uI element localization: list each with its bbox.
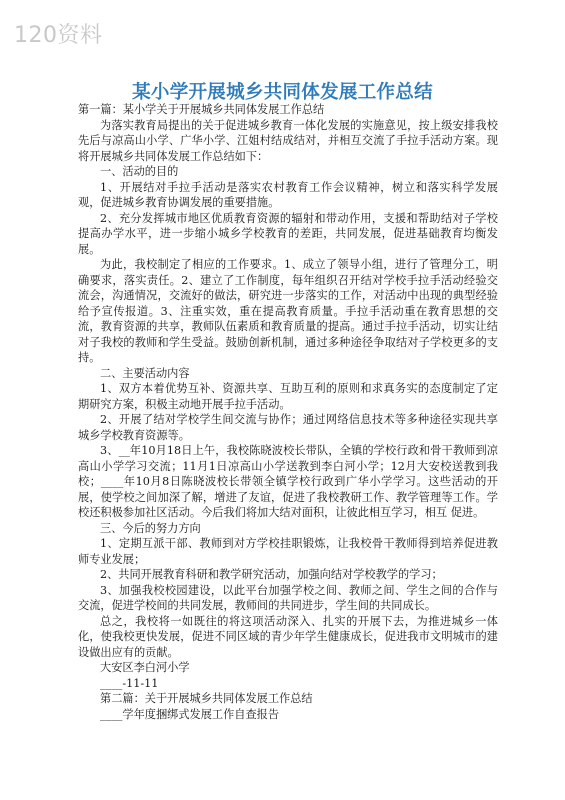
paragraph: 总之，我校将一如既往的将这项活动深入、扎实的开展下去，为推进城乡一体化，使我校更快发展，促进不同区域的青少年学生健康成长，促进我市文明城市的建设做出应有的贡献。 (78, 614, 498, 659)
paragraph: 第一篇：某小学关于开展城乡共同体发展工作总结 (78, 103, 325, 116)
paragraph: 三、今后的努力方向 (100, 521, 201, 535)
paragraph: 二、主要活动内容 (100, 366, 190, 380)
paragraph: 1、定期互派干部、教师到对方学校挂职锻炼，让我校骨干教师得到培养促进教师专业发展； (78, 537, 498, 566)
paragraph: 2、开展了结对学校学生间交流与协作；通过网络信息技术等多种途径实现共享城乡学校教育资源等。 (78, 413, 498, 442)
paragraph: 3、__年10月18日上午，我校陈晓波校长带队，全镇的学校行政和骨干教师到凉高山小学学习交流；11月1日凉高山小学送教到李白河小学；12月大安校送教到我校；____年10月8日陈晓波校长带领全镇学校行政到广华小学学习。这些活动的开展，使学校之间加深了解，增进了友谊，促进了我校教研工作、教学管理等工作。学校还积极参加社区活动。今后我们将加大结对面积，让彼此相互学习，相互 促进。 (78, 444, 498, 519)
paragraph: 大安区李白河小学 (100, 661, 190, 674)
paragraph: 一、活动的目的 (100, 165, 179, 178)
document-title: 某小学开展城乡共同体发展工作总结 (132, 82, 433, 103)
paragraph: 2、共同开展教育科研和教学研究活动，加强向结对学校教学的学习； (100, 568, 443, 581)
paragraph: 第二篇：关于开展城乡共同体发展工作总结 (100, 692, 313, 705)
watermark: 120资料 (14, 23, 103, 48)
paragraph: 3、加强我校校园建设，以此平台加强学校之间、教师之间、学生之间的合作与交流，促进学校间的共同发展，教师间的共同进步，学生间的共同成长。 (78, 583, 498, 612)
paragraph: 为落实教育局提出的关于促进城乡教育一体化发展的实施意见，按上级安排我校先后与凉高山小学、广华小学、江姐村结成结对，并相互交流了手拉手活动方案。现将开展城乡共同体发展工作总结如下： (78, 118, 498, 163)
paragraph: 1、双方本着优势互补、资源共享、互助互利的原则和求真务实的态度制定了定期研究方案，积极主动地开展手拉手活动。 (78, 382, 498, 411)
paragraph: ____学年度捆绑式发展工作自查报告 (100, 707, 280, 721)
paragraph: 为此，我校制定了相应的工作要求。1、成立了领导小组，进行了管理分工，明确要求，落实责任。2、建立了工作制度，每年组织召开结对学校手拉手活动经验交流会，沟通情况，交流好的做法，研究进一步落实的工作，对活动中出现的典型经验给予宣传报道。3、注重实效，重在提高教育质量。手拉手活动重在教育思想的交流，教育资源的共享，教师队伍素质和教育质量的提高。通过手拉手活动，切实让结对子我校的教师和学生受益。鼓励创新机制，通过多种途径争取结对子学校更多的支持。 (78, 258, 498, 364)
paragraph: 1、开展结对手拉手活动是落实农村教育工作会议精神，树立和落实科学发展观，促进城乡教育协调发展的重要措施。 (78, 180, 498, 209)
document-body (78, 102, 498, 722)
paragraph: ____-11-11 (100, 676, 159, 690)
paragraph: 2、充分发挥城市地区优质教育资源的辐射和带动作用，支援和帮助结对子学校提高办学水平，进一步缩小城乡学校教育的差距，共同发展，促进基础教育均衡发展。 (78, 211, 498, 256)
